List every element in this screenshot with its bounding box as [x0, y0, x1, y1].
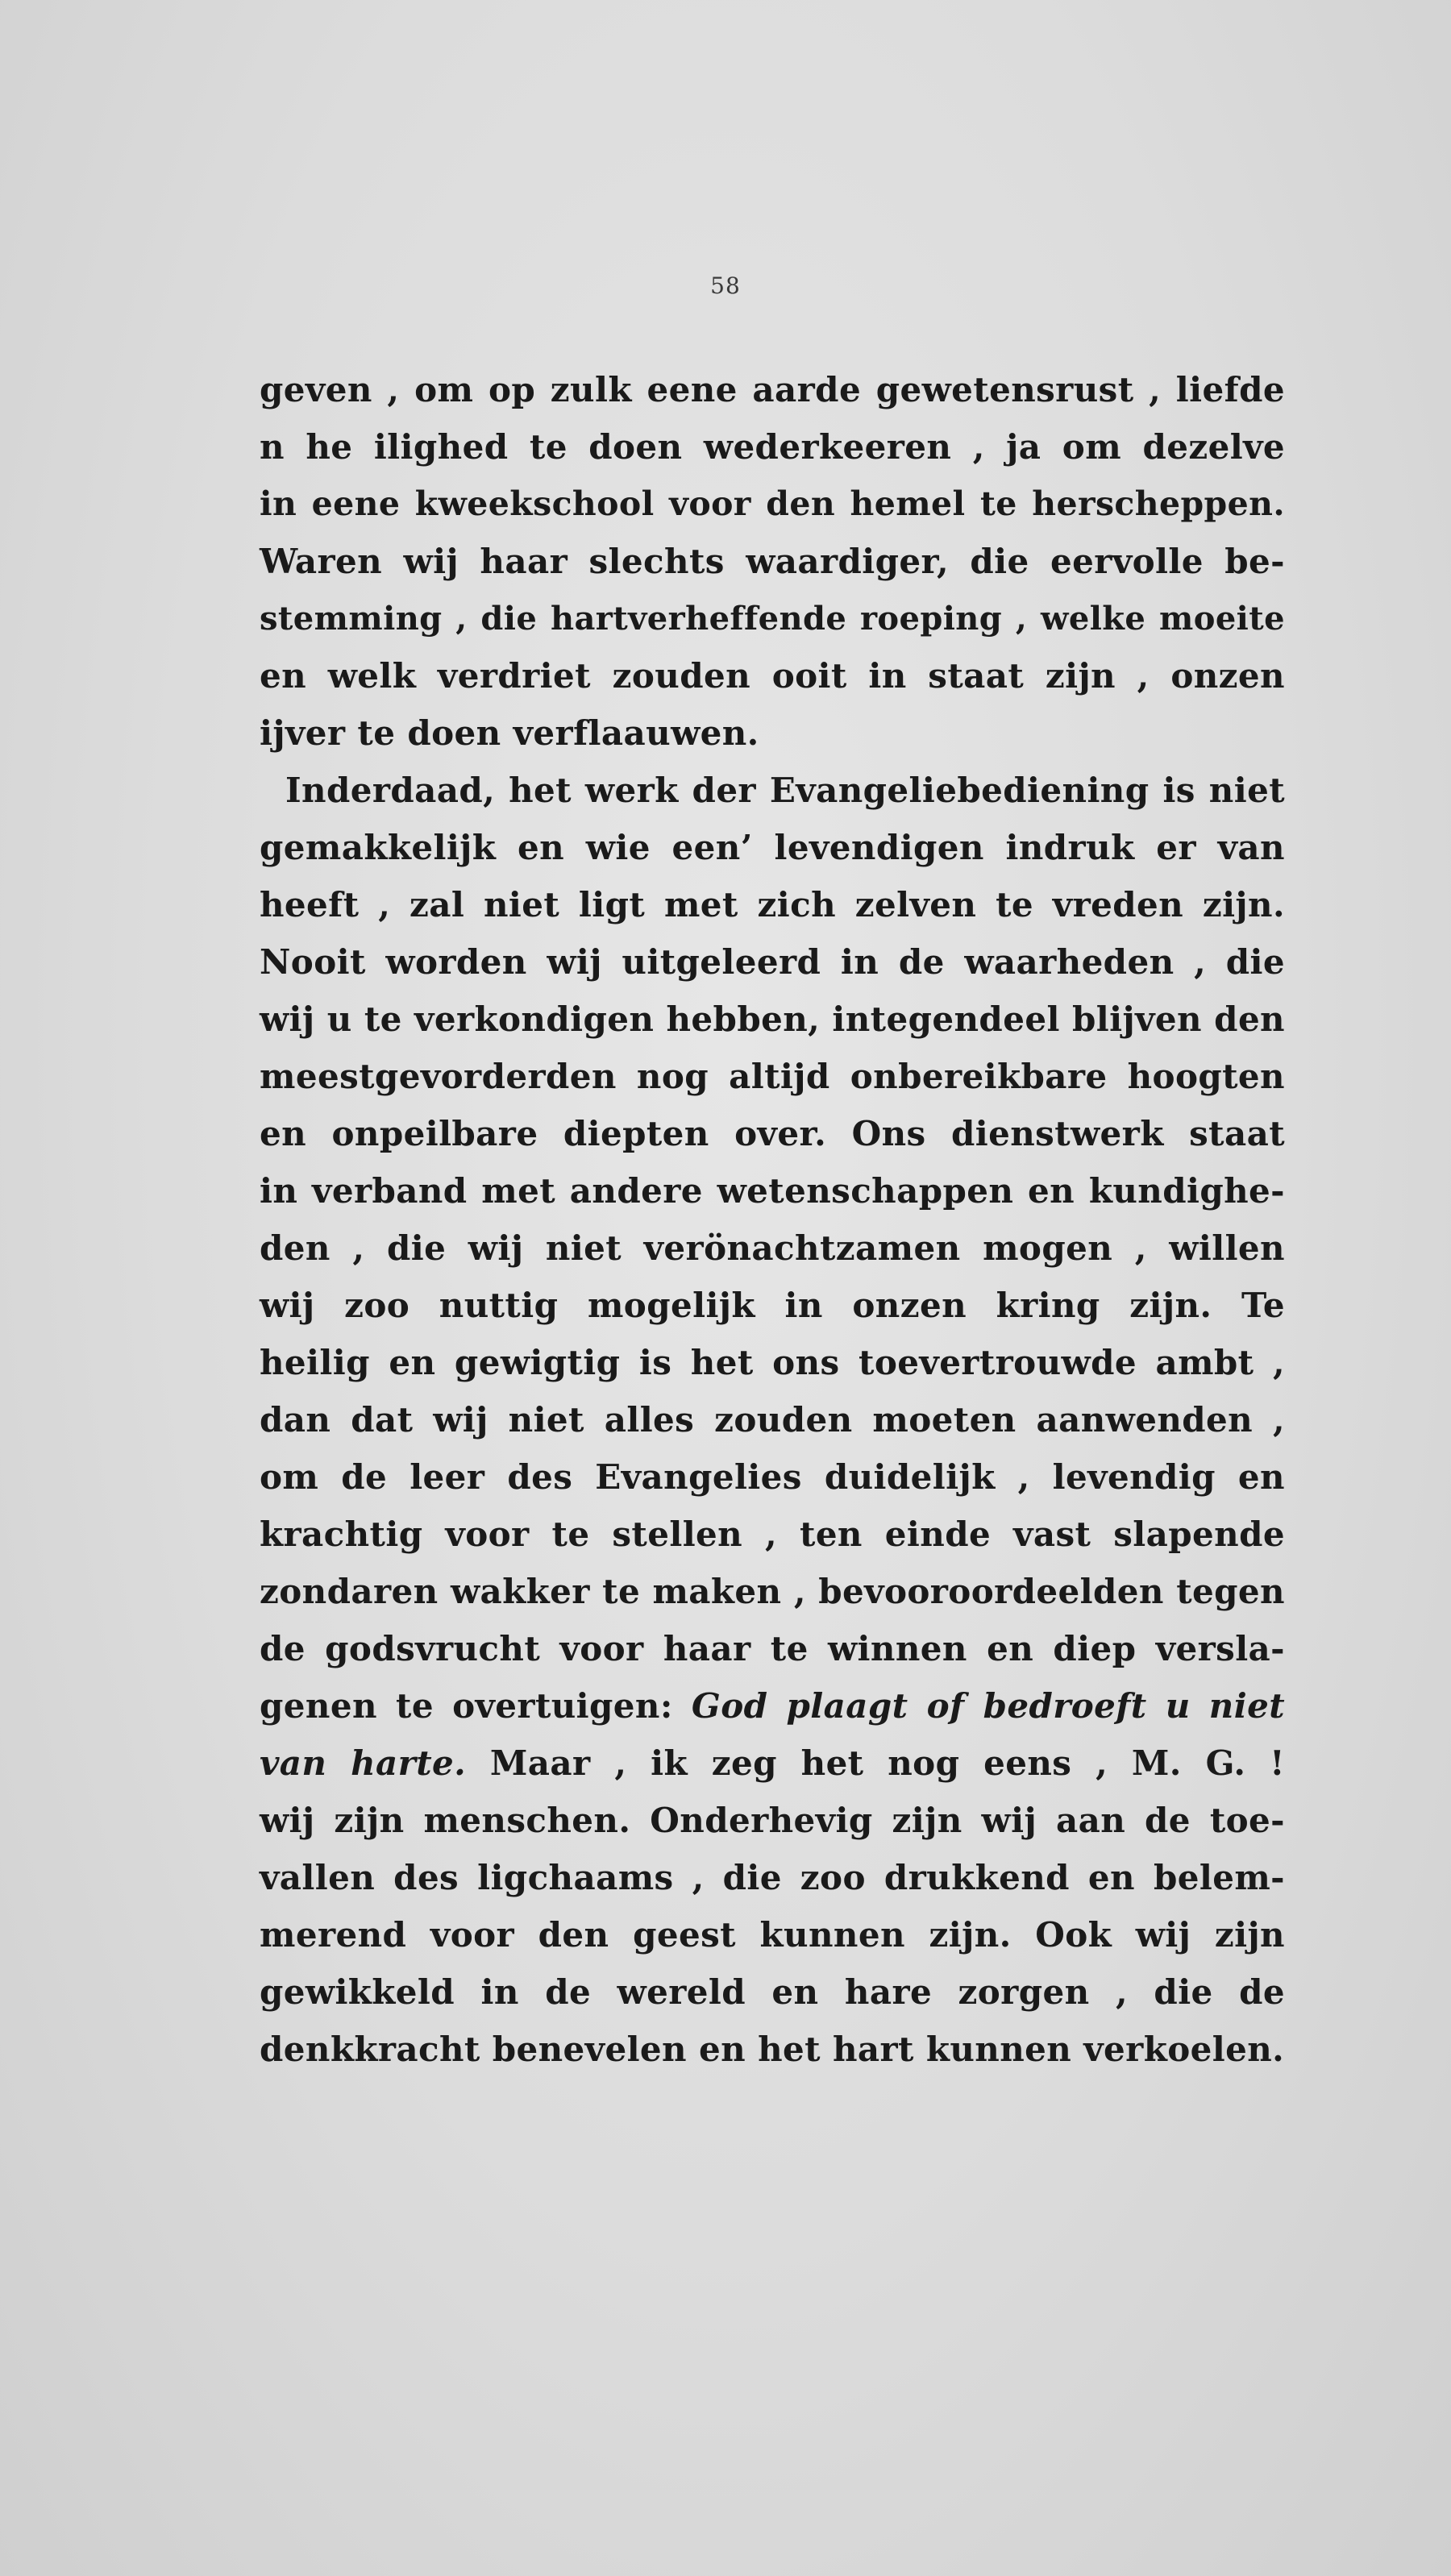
text-line: en welk verdriet zouden ooit in staat zijn , onzen: [260, 656, 1285, 696]
text-line: denkkracht benevelen en het hart kunnen verkoelen.: [260, 2030, 1285, 2069]
italic-quote: van harte.: [260, 1743, 467, 1783]
text-line: om de leer des Evangelies duidelijk , levendig en: [260, 1457, 1285, 1497]
text-line: Inderdaad, het werk der Evangeliebediening is niet: [285, 771, 1285, 810]
text-line: krachtig voor te stellen , ten einde vast slapende: [260, 1514, 1285, 1554]
text-line: in verband met andere wetenschappen en kundighe-: [260, 1171, 1285, 1211]
text-line: meestgevorderden nog altijd onbereikbare hoogten: [260, 1057, 1285, 1096]
text-line: heilig en gewigtig is het ons toevertrouwde ambt ,: [260, 1343, 1285, 1382]
text-line: stemming , die hartverheffende roeping , welke moeite: [260, 600, 1285, 638]
text-line: geven , om op zulk eene aarde gewetensrust , liefde: [260, 370, 1285, 409]
text-line: wij zijn menschen. Onderhevig zijn wij aan de toe-: [260, 1801, 1285, 1840]
text-line: zondaren wakker te maken , bevooroordeelden tegen: [260, 1572, 1285, 1611]
text-line: n he ilighed te doen wederkeeren , ja om dezelve: [260, 427, 1285, 467]
text-line-with-quote: [260, 1677, 1285, 1735]
text-segment: Maar , ik zeg het nog eens , M. G. !: [489, 1743, 1285, 1783]
text-line: de godsvrucht voor haar te winnen en diep versla-: [260, 1629, 1285, 1668]
italic-quote: God plaagt of bedroeft u niet: [691, 1686, 1285, 1726]
body-text: [260, 361, 1285, 2078]
text-line: in eene kweekschool voor den hemel te herscheppen.: [260, 484, 1285, 523]
text-line: ijver te doen verflaauwen.: [260, 713, 759, 753]
text-line: Waren wij haar slechts waardiger, die eervolle be-: [260, 542, 1285, 581]
text-line: heeft , zal niet ligt met zich zelven te vreden zijn.: [260, 885, 1285, 924]
text-line: wij u te verkondigen hebben, integendeel blijven den: [260, 999, 1285, 1039]
text-line: en onpeilbare diepten over. Ons dienstwerk staat: [260, 1114, 1285, 1153]
text-line-with-quote: [260, 1735, 1285, 1792]
page-number: 58: [710, 272, 741, 299]
text-line: vallen des ligchaams , die zoo drukkend en belem-: [260, 1858, 1285, 1897]
text-line: den , die wij niet verönachtzamen mogen , willen: [260, 1228, 1285, 1268]
text-line: merend voor den geest kunnen zijn. Ook wij zijn: [260, 1915, 1285, 1955]
text-line: dan dat wij niet alles zouden moeten aanwenden ,: [260, 1400, 1285, 1440]
text-line: wij zoo nuttig mogelijk in onzen kring zijn. Te: [260, 1286, 1285, 1325]
text-line: gemakkelijk en wie een’ levendigen indruk er van: [260, 828, 1285, 867]
text-line: gewikkeld in de wereld en hare zorgen , die de: [260, 1972, 1285, 2012]
text-line: Nooit worden wij uitgeleerd in de waarheden , die: [260, 942, 1285, 982]
text-segment: genen te overtuigen:: [260, 1686, 673, 1726]
